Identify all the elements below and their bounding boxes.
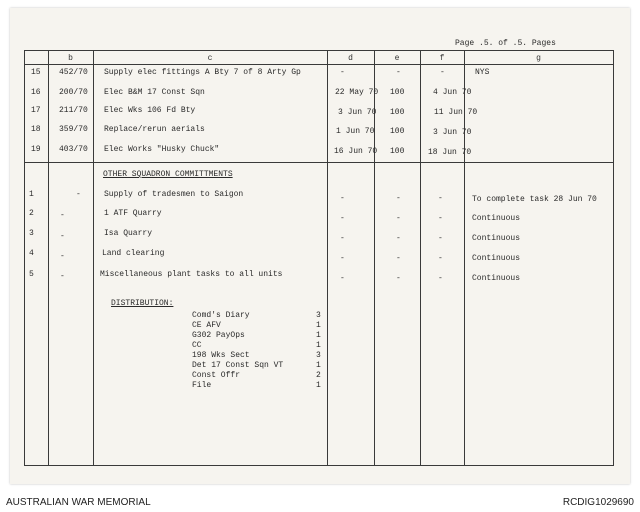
task-description: Elec Works "Husky Chuck" <box>104 145 220 154</box>
distribution-count: 2 <box>316 371 321 380</box>
job-number: 452/70 <box>59 68 88 77</box>
distribution-name: Const Offr <box>192 371 241 380</box>
job-number: 403/70 <box>59 145 88 154</box>
column-header-b: b <box>68 54 73 63</box>
archive-credit: AUSTRALIAN WAR MEMORIAL <box>6 497 151 508</box>
job-number: - <box>60 272 65 281</box>
header-bottom-rule <box>24 64 614 65</box>
task-description: Elec Wks 106 Fd Bty <box>104 106 196 115</box>
start-date: 22 May 70 <box>335 88 379 97</box>
column-header-e: e <box>394 54 400 63</box>
task-description: Replace/rerun aerials <box>104 125 205 134</box>
start-date: - <box>340 68 345 77</box>
row-number: 19 <box>31 145 41 154</box>
finish-date: 18 Jun 70 <box>428 148 472 157</box>
finish-date: - <box>438 254 443 263</box>
page-number: .5. <box>479 39 494 48</box>
remarks: To complete task 28 Jun 70 <box>472 195 597 204</box>
percent-complete: 100 <box>390 108 405 117</box>
distribution-count: 1 <box>316 361 321 370</box>
job-number: 359/70 <box>59 125 88 134</box>
finish-date: - <box>438 194 443 203</box>
distribution-count: 1 <box>316 321 321 330</box>
column-header-g: g <box>536 54 541 63</box>
row-number: 15 <box>31 68 41 77</box>
row-number: 1 <box>29 190 34 199</box>
distribution-name: Comd's Diary <box>192 311 250 320</box>
col-rule-e <box>420 50 421 465</box>
task-description: Supply of tradesmen to Saigon <box>104 190 244 199</box>
distribution-count: 3 <box>316 311 321 320</box>
percent-complete: - <box>396 274 401 283</box>
start-date: 16 Jun 70 <box>334 147 378 156</box>
row-number: 3 <box>29 229 34 238</box>
distribution-count: 1 <box>316 331 321 340</box>
job-number: 200/70 <box>59 88 88 97</box>
page-prefix: Page <box>455 39 475 48</box>
percent-complete: - <box>396 194 401 203</box>
job-number: - <box>60 232 65 241</box>
finish-date: - <box>438 234 443 243</box>
col-rule-left <box>24 50 25 465</box>
distribution-name: G302 PayOps <box>192 331 245 340</box>
remarks: Continuous <box>472 274 521 283</box>
distribution-name: CC <box>192 341 202 350</box>
column-header-d: d <box>348 54 353 63</box>
remarks: NYS <box>475 68 490 77</box>
finish-date: 3 Jun 70 <box>433 128 472 137</box>
row-number: 2 <box>29 209 34 218</box>
distribution-name: File <box>192 381 212 390</box>
percent-complete: 100 <box>390 127 405 136</box>
col-rule-b <box>93 50 94 465</box>
column-header-c: c <box>207 54 213 63</box>
remarks: Continuous <box>472 214 521 223</box>
percent-complete: 100 <box>390 88 405 97</box>
col-rule-right <box>613 50 614 465</box>
job-number: - <box>60 252 65 261</box>
finish-date: 11 Jun 70 <box>434 108 478 117</box>
row-number: 5 <box>29 270 34 279</box>
percent-complete: - <box>396 254 401 263</box>
task-description: Elec B&M 17 Const Sqn <box>104 88 205 97</box>
column-header-f: f <box>439 54 445 63</box>
start-date: - <box>340 194 345 203</box>
archive-reference: RCDIG1029690 <box>562 497 634 508</box>
distribution-name: CE AFV <box>192 321 221 330</box>
row-number: 16 <box>31 88 41 97</box>
page-of: of <box>498 39 508 48</box>
document-sheet <box>10 8 630 484</box>
task-description: Miscellaneous plant tasks to all units <box>100 270 283 279</box>
col-rule-a <box>48 50 49 465</box>
start-date: - <box>340 214 345 223</box>
col-rule-c <box>327 50 328 465</box>
distribution-name: 198 Wks Sect <box>192 351 250 360</box>
percent-complete: 100 <box>390 147 405 156</box>
job-number: 211/70 <box>59 106 88 115</box>
table-bottom-rule <box>24 465 614 466</box>
task-description: 1 ATF Quarry <box>104 209 162 218</box>
page-suffix: Pages <box>531 39 556 48</box>
start-date: - <box>340 254 345 263</box>
finish-date: - <box>440 68 445 77</box>
percent-complete: - <box>396 68 401 77</box>
distribution-name: Det 17 Const Sqn VT <box>192 361 284 370</box>
task-description: Supply elec fittings A Bty 7 of 8 Arty Gp <box>104 68 301 77</box>
distribution-count: 1 <box>316 381 321 390</box>
row-number: 17 <box>31 106 41 115</box>
distribution-label: DISTRIBUTION: <box>111 299 174 308</box>
row-number: 4 <box>29 249 34 258</box>
finish-date: 4 Jun 70 <box>433 88 472 97</box>
distribution-count: 1 <box>316 341 321 350</box>
remarks: Continuous <box>472 254 521 263</box>
start-date: 3 Jun 70 <box>338 108 377 117</box>
finish-date: - <box>438 274 443 283</box>
remarks: Continuous <box>472 234 521 243</box>
percent-complete: - <box>396 234 401 243</box>
task-description: Land clearing <box>102 249 165 258</box>
section-title: OTHER SQUADRON COMMITTMENTS <box>103 170 233 179</box>
job-number: - <box>60 211 65 220</box>
job-number: - <box>76 190 81 199</box>
task-description: Isa Quarry <box>104 229 153 238</box>
page-total: .5. <box>512 39 528 48</box>
percent-complete: - <box>396 214 401 223</box>
start-date: - <box>340 274 345 283</box>
row-number: 18 <box>31 125 41 134</box>
page-marker <box>455 39 556 48</box>
start-date: 1 Jun 70 <box>336 127 375 136</box>
start-date: - <box>340 234 345 243</box>
finish-date: - <box>438 214 443 223</box>
section-rule <box>24 162 614 163</box>
table-top-rule <box>24 50 614 51</box>
distribution-count: 3 <box>316 351 321 360</box>
